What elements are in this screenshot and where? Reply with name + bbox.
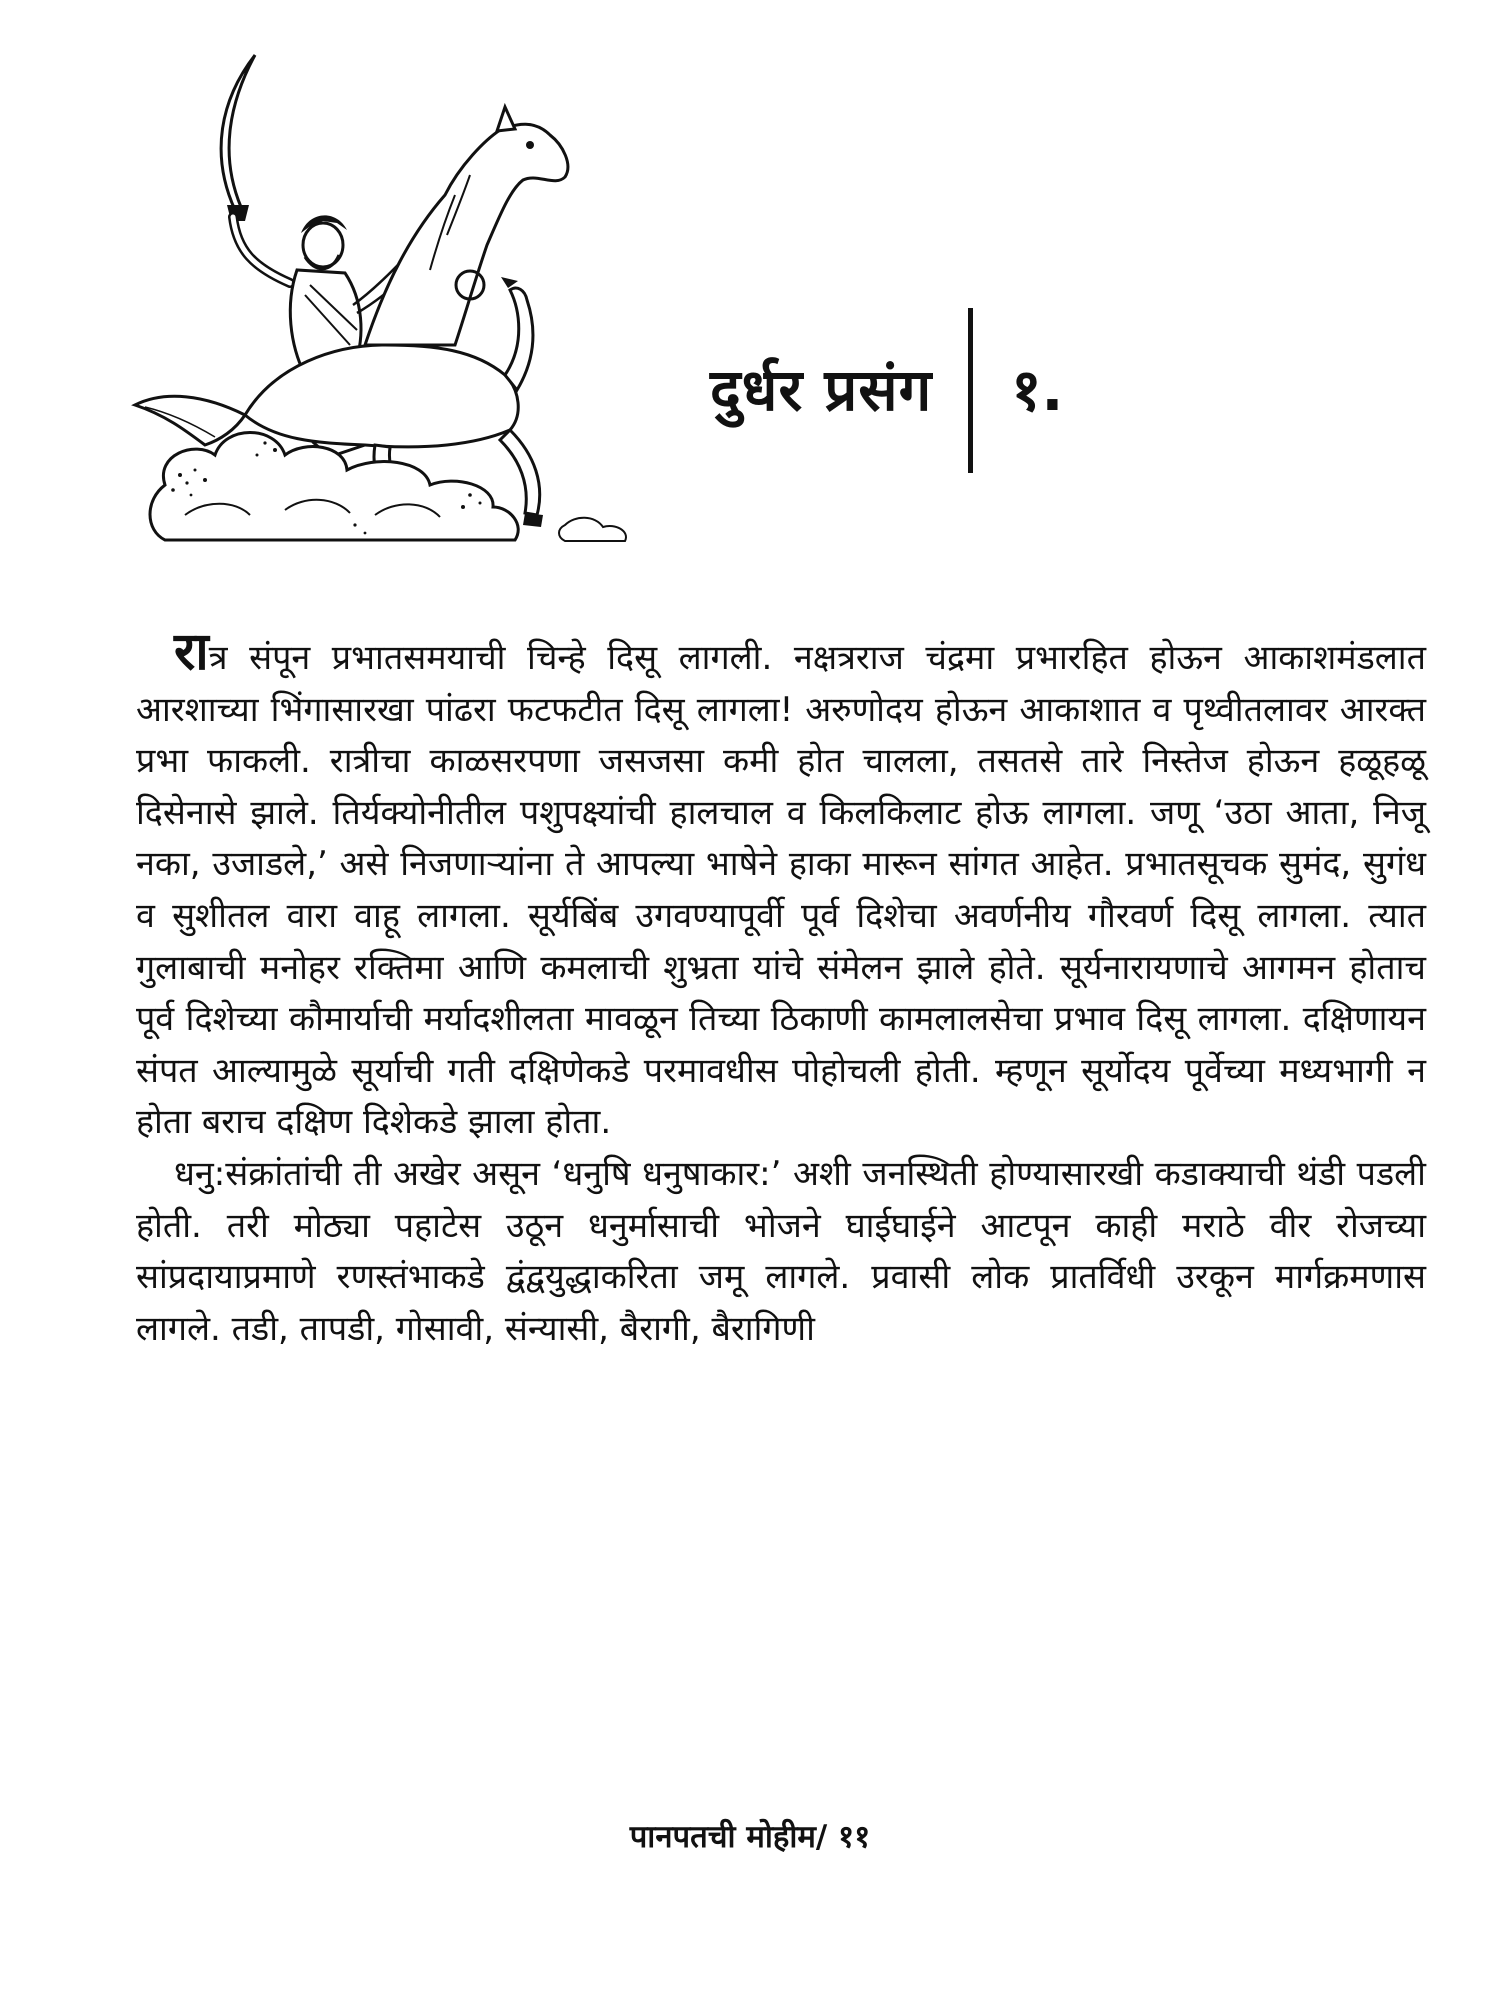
horseman-with-sword-drawing	[125, 45, 685, 585]
paragraph-1	[136, 622, 1426, 1149]
chapter-body	[136, 622, 1426, 1355]
paragraph-2: धनु:संक्रांतांची ती अखेर असून ‘धनुषि धनुषाकार:’ अशी जनस्थिती होण्यासारखी कडाक्याची थंडी पडली होती. तरी मोठ्या पहाटेस उठून धनुर्मासाची भोजने घाईघाईने आटपून काही मराठे वीर रोजच्या सांप्रदायाप्रमाणे रणस्तंभाकडे द्वंद्वयुद्धाकरिता जमू लागले. प्रवासी लोक प्रातर्विधी उरकून मार्गक्रमणास लागले. तडी, तापडी, गोसावी, संन्यासी, बैरागी, बैरागिणी	[136, 1153, 1426, 1349]
dropcap: रा	[174, 622, 209, 682]
chapter-number: १.	[1011, 356, 1064, 424]
heading-divider	[968, 308, 973, 473]
chapter-heading	[710, 300, 1063, 480]
chapter-title: दुर्धर प्रसंग	[710, 356, 933, 424]
page-footer: पानपतची मोहीम/ ११	[629, 1819, 871, 1855]
horseman-illustration	[125, 45, 685, 585]
paragraph-1-text: त्र संपून प्रभातसमयाची चिन्हे दिसू लागली. नक्षत्रराज चंद्रमा प्रभारहित होऊन आकाशमंडलात आरशाच्या भिंगासारखा पांढरा फटफटीत दिसू लागला! अरुणोदय होऊन आकाशात व पृथ्वीतलावर आरक्त प्रभा फाकली. रात्रीचा काळसरपणा जसजसा कमी होत चालला, तसतसे तारे निस्तेज होऊन हळूहळू दिसेनासे झाले. तिर्यक्योनीतील पशुपक्ष्यांची हालचाल व किलकिलाट होऊ लागला. जणू ‘उठा आता, निजू नका, उजाडले,’ असे निजणाऱ्यांना ते आपल्या भाषेने हाका मारून सांगत आहेत. प्रभातसूचक सुमंद, सुगंध व सुशीतल वारा वाहू लागला. सूर्यबिंब उगवण्यापूर्वी पूर्व दिशेचा अवर्णनीय गौरवर्ण दिसू लागला. त्यात गुलाबाची मनोहर रक्तिमा आणि कमलाची शुभ्रता यांचे संमेलन झाले होते. सूर्यनारायणाचे आगमन होताच पूर्व दिशेच्या कौमार्याची मर्यादशीलता मावळून तिच्या ठिकाणी कामलालसेचा प्रभाव दिसू लागला. दक्षिणायन संपत आल्यामुळे सूर्याची गती दक्षिणेकडे परमावधीस पोहोचली होती. म्हणून सूर्योदय पूर्वेच्या मध्यभागी न होता बराच दक्षिण दिशेकडे झाला होता.	[136, 638, 1426, 1143]
